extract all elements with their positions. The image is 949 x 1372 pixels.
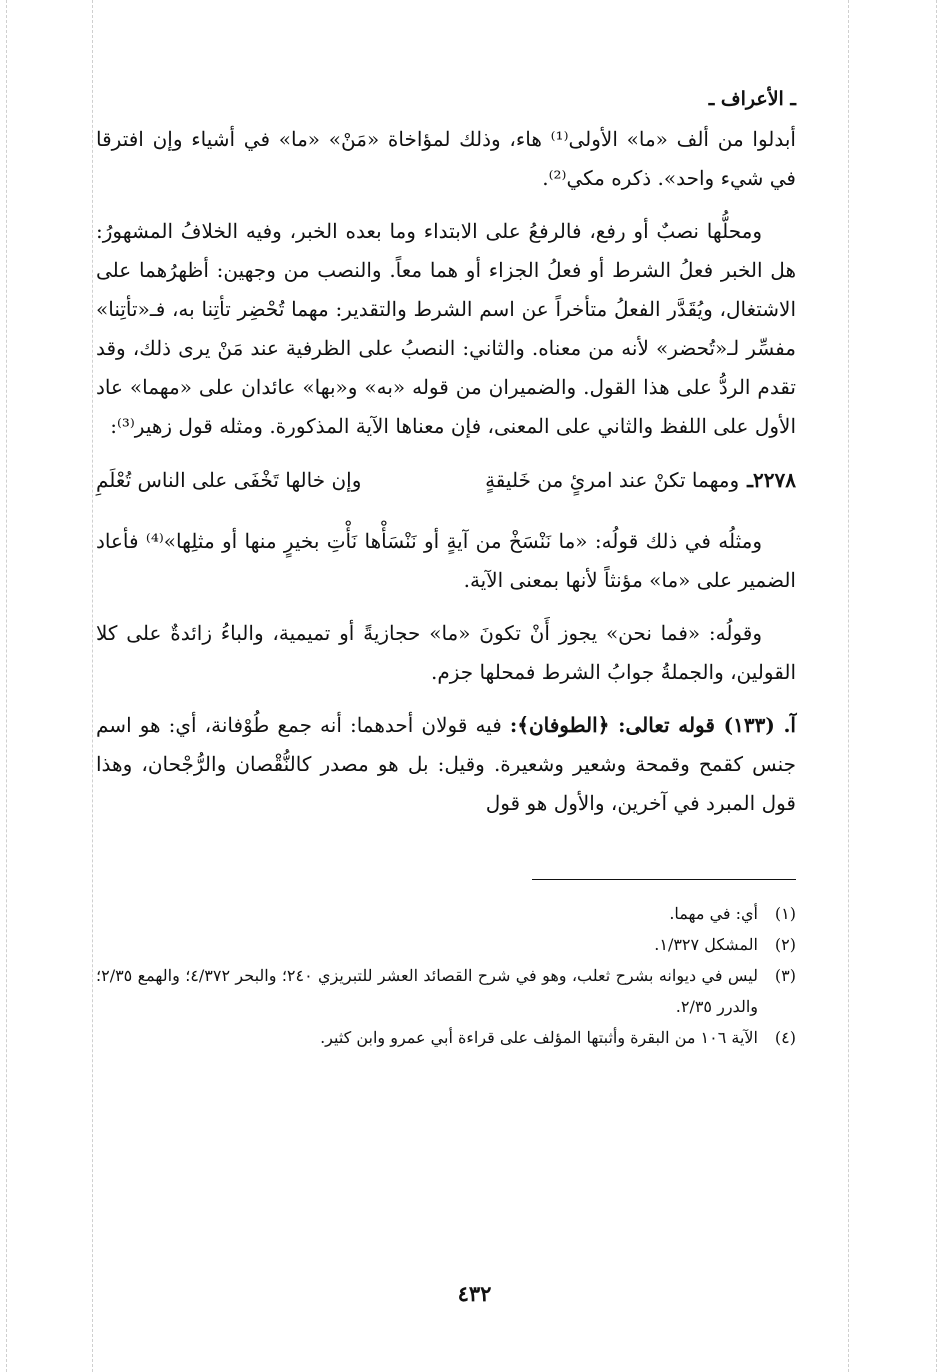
paragraph-4: وقولُه: «فما نحن» يجوز أَنْ تكونَ «ما» حجازيةً أو تميمية، والباءُ زائدةٌ على كلا القولين، والجملةُ جوابُ الشرط فمحلها جزم. [96, 621, 796, 684]
running-head: ـ الأعراف ـ [708, 88, 796, 110]
verse-number: ٢٢٧٨ـ [747, 468, 796, 492]
footnote-number: (١) [774, 904, 796, 923]
page-edge-left-inner [92, 0, 93, 1372]
page-number: ٤٣٢ [457, 1281, 492, 1306]
poetry-verse [96, 460, 796, 500]
footnote-number: (٢) [774, 935, 796, 954]
footnote-4 [96, 1022, 796, 1053]
footnote-number: (٣) [774, 966, 796, 985]
verse-second-hemistich: وإن خالها تَخْفَى على الناس تُعْلَمِ [95, 468, 362, 492]
paragraph-1: أبدلوا من ألف «ما» الأولى⁽¹⁾ هاء، وذلك لمؤاخاة «مَنْ» «ما» في أشياء وإن افترقا في شيء واحد». ذكره مكي⁽²⁾. [96, 127, 796, 190]
footnote-1 [96, 898, 796, 929]
page-edge-right-inner [848, 0, 849, 1372]
verse-first-hemistich: ومهما تكنْ عند امرئٍ من خَليقةٍ [485, 468, 740, 492]
footnote-text: الآية ١٠٦ من البقرة وأثبتها المؤلف على قراءة أبي عمرو وابن كثير. [320, 1028, 758, 1047]
footnote-3 [96, 960, 796, 1022]
footnote-divider [532, 879, 796, 880]
section-text: فيه قولان أحدهما: أنه جمع طُوْفانة، أي: هو اسم جنس كقمح وقمحة وشعير وشعيرة. وقيل: بل هو مصدر كالنُّقْصان والرُّجْحان، وهذا قول المبرد في آخرين، والأول هو قول [96, 713, 796, 815]
page-edge-left [6, 0, 7, 1372]
paragraph-3: ومثلُه في ذلك قولُه: «ما نَنْسَخْ من آيةٍ أو نَنْسَأْها نَأْتِ بخيرٍ منها أو مثلِها»⁽⁴⁾ فأعاد الضمير على «ما» مؤنثاً لأنها بمعنى الآية. [96, 529, 796, 592]
paragraph-2: ومحلُّها نصبٌ أو رفع، فالرفعُ على الابتداء وما بعده الخبر، وفيه الخلافُ المشهورُ: هل الخبر فعلُ الشرط أو فعلُ الجزاء أو هما معاً. والنصب من وجهين: أظهرُهما على الاشتغال، ويُقَدَّر الفعلُ متأخراً عن اسم الشرط والتقدير: مهما تُحْضِر تأتِنا به، فـ«تأتِنا» مفسِّر لـ«تُحضر» لأنه من معناه. والثاني: النصبُ على الظرفية عند مَنْ يرى ذلك، وقد تقدم الردُّ على هذا القول. والضميران من قوله «به» و«بها» عائدان على «مهما» عاد الأول على اللفظ والثاني على المعنى، فإن معناها الآية المذكورة. ومثله قول زهير⁽³⁾: [96, 219, 796, 438]
footnote-text: أي: في مهما. [669, 904, 758, 923]
footnote-text: المشكل ١/٣٢٧. [654, 935, 758, 954]
document-page [96, 88, 796, 1053]
section-paragraph [96, 706, 796, 823]
footnotes [96, 898, 796, 1053]
footnote-number: (٤) [774, 1028, 796, 1047]
footnote-text: ليس في ديوانه بشرح ثعلب، وهو في شرح القصائد العشر للتبريزي ٢٤٠؛ والبحر ٤/٣٧٢؛ والهمع ٢/٣٥؛ والدرر ٢/٣٥. [96, 966, 758, 1016]
section-lead: آ. (١٣٣) قوله تعالى: ﴿الطوفان﴾: [509, 713, 796, 737]
page-edge-right [936, 0, 937, 1372]
footnote-2 [96, 929, 796, 960]
